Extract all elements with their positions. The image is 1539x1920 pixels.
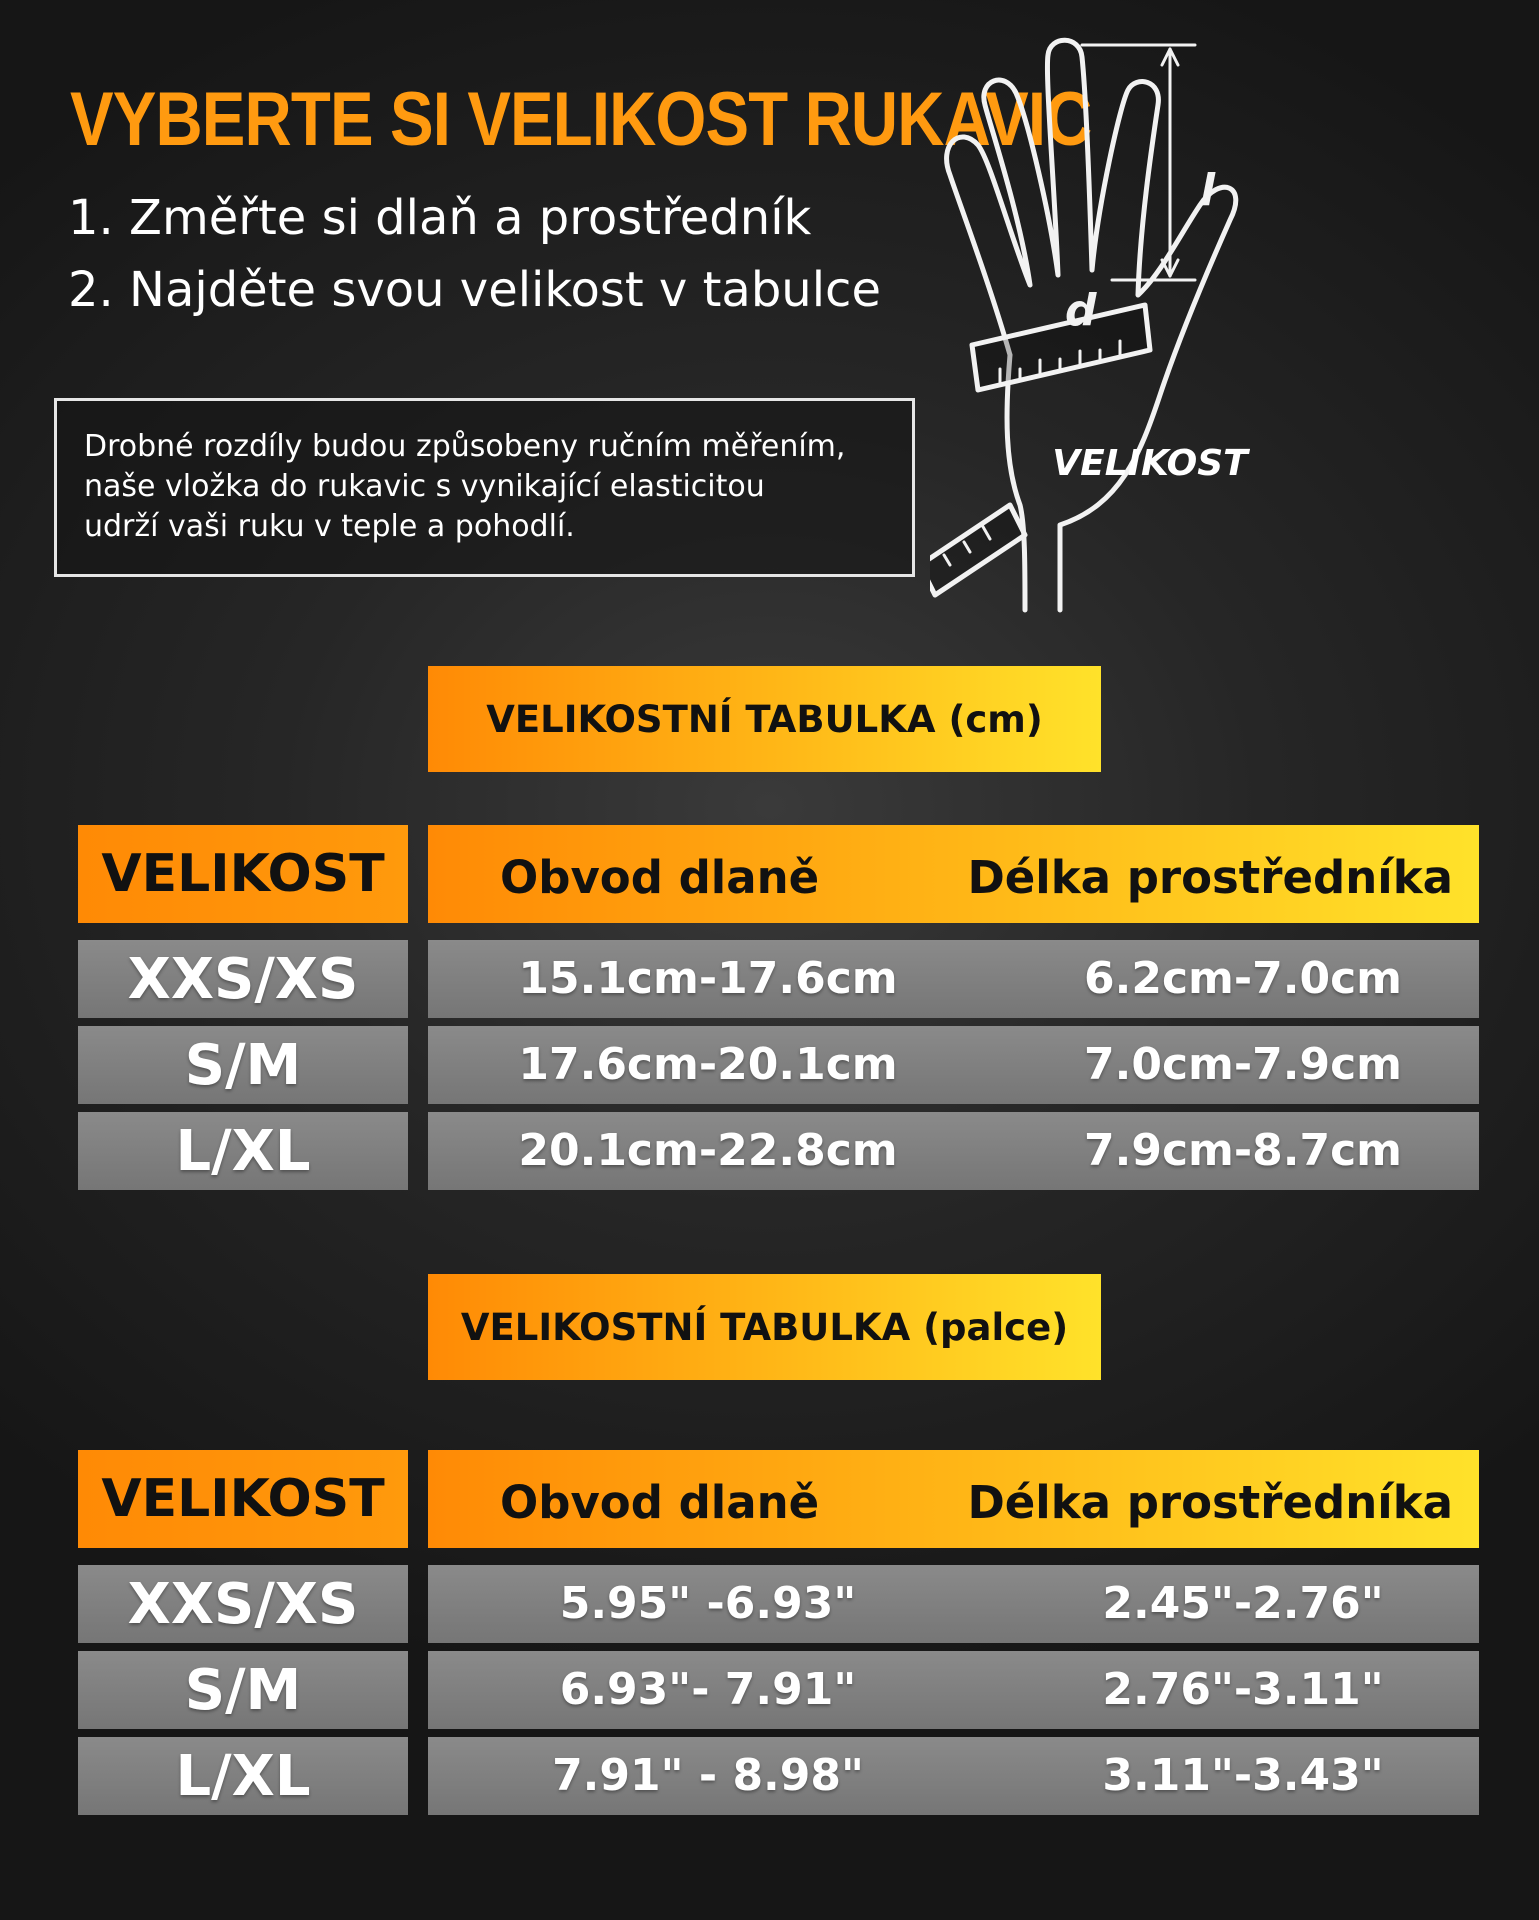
measurement-note-box	[54, 398, 915, 577]
palm-circumference-header: Obvod dlaně	[500, 1476, 820, 1529]
size-column-header: VELIKOST	[78, 1450, 408, 1548]
table-row-size: XXS/XS	[78, 1565, 408, 1643]
finger-value: 3.11"-3.43"	[1102, 1750, 1384, 1801]
palm-value: 15.1cm-17.6cm	[518, 953, 898, 1004]
table-row-size: S/M	[78, 1026, 408, 1104]
table-row-size: L/XL	[78, 1737, 408, 1815]
middle-finger-length-header: Délka prostředníka	[967, 1476, 1453, 1529]
palm-size-label: VELIKOST	[1052, 443, 1248, 484]
hand-measurement-icon	[930, 35, 1490, 635]
note-text: Drobné rozdíly budou způsobeny ručním měřením, naše vložka do rukavic s vynikající elasticitou udrží vaši ruku v teple a pohodlí.	[84, 429, 846, 544]
step-measure: 1. Změřte si dlaň a prostředník	[68, 190, 812, 246]
palm-value: 7.91" - 8.98"	[552, 1750, 864, 1801]
palm-value: 6.93"- 7.91"	[559, 1664, 857, 1715]
size-chart-cm-banner: VELIKOSTNÍ TABULKA (cm)	[428, 666, 1101, 772]
table-row-size: L/XL	[78, 1112, 408, 1190]
palm-value: 20.1cm-22.8cm	[518, 1125, 898, 1176]
table-row	[428, 1651, 1479, 1729]
table-row	[428, 1112, 1479, 1190]
finger-value: 2.76"-3.11"	[1102, 1664, 1384, 1715]
size-column-header: VELIKOST	[78, 825, 408, 923]
middle-finger-length-header: Délka prostředníka	[967, 851, 1453, 904]
finger-value: 7.9cm-8.7cm	[1083, 1125, 1403, 1176]
finger-value: 6.2cm-7.0cm	[1083, 953, 1403, 1004]
size-chart-inch-banner: VELIKOSTNÍ TABULKA (palce)	[428, 1274, 1101, 1380]
finger-value: 7.0cm-7.9cm	[1083, 1039, 1403, 1090]
finger-value: 2.45"-2.76"	[1102, 1578, 1384, 1629]
palm-circumference-header: Obvod dlaně	[500, 851, 820, 904]
table-row	[428, 1565, 1479, 1643]
measurement-column-headers	[428, 1450, 1479, 1548]
step-find-size: 2. Najděte svou velikost v tabulce	[68, 262, 881, 318]
measurement-column-headers	[428, 825, 1479, 923]
palm-value: 5.95" -6.93"	[559, 1578, 857, 1629]
palm-value: 17.6cm-20.1cm	[518, 1039, 898, 1090]
table-row-size: XXS/XS	[78, 940, 408, 1018]
width-label: d	[1065, 285, 1097, 336]
table-row-size: S/M	[78, 1651, 408, 1729]
table-row	[428, 1026, 1479, 1104]
table-row	[428, 940, 1479, 1018]
length-label: l	[1200, 165, 1216, 216]
table-row	[428, 1737, 1479, 1815]
page-title: VYBERTE SI VELIKOST RUKAVIC	[70, 77, 1092, 162]
